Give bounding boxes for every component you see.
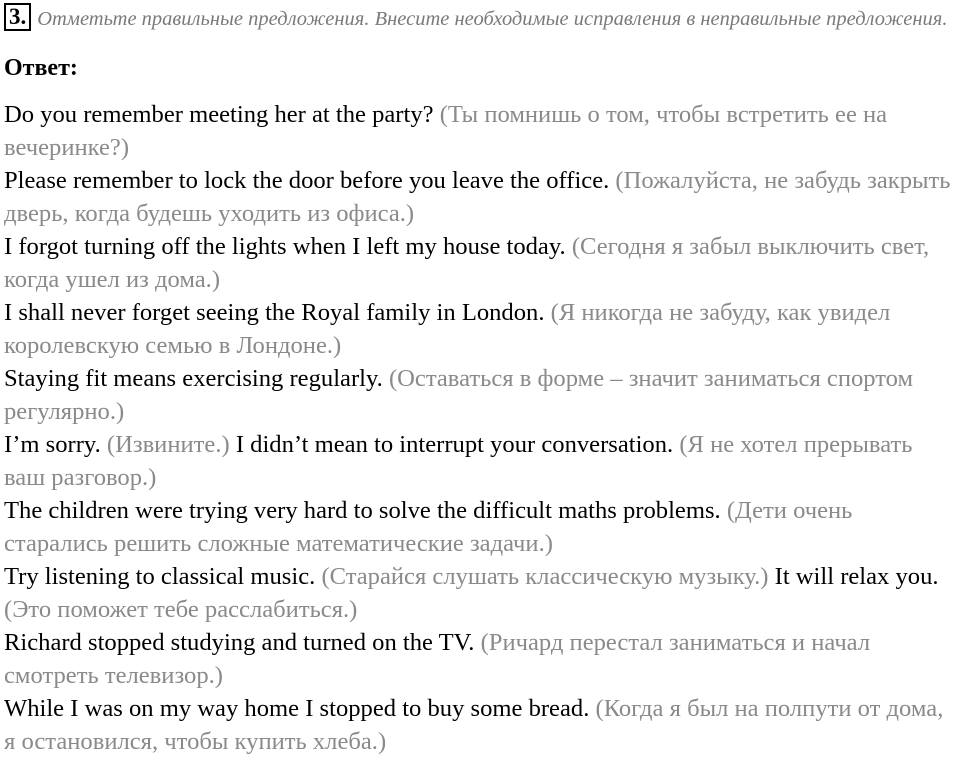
task-number-badge: 3. [4, 3, 31, 31]
english-sentence: I didn’t mean to interrupt your conversation. [235, 431, 680, 458]
english-sentence: Please remember to lock the door before you leave the office. [4, 167, 616, 194]
english-sentence: Do you remember meeting her at the party? [4, 101, 440, 128]
russian-translation: (Это поможет тебе расслабиться.) [4, 596, 358, 623]
task-header [4, 3, 956, 33]
sentence-item [4, 164, 956, 230]
russian-translation: (Оставаться в форме – значит заниматься спортом регулярно.) [4, 365, 914, 425]
russian-translation: (Старайся слушать классическую музыку.) [321, 563, 775, 590]
sentence-item [4, 560, 956, 626]
russian-translation: (Пожалуйста, не забудь закрыть дверь, когда будешь уходить из офиса.) [4, 167, 951, 227]
sentence-item [4, 296, 956, 362]
sentence-item [4, 626, 956, 692]
russian-translation: (Я не хотел прерывать ваш разговор.) [4, 431, 913, 491]
exercise-page [4, 3, 956, 758]
russian-translation: (Я никогда не забуду, как увидел королевскую семью в Лондоне.) [4, 299, 891, 359]
english-sentence: Staying fit means exercising regularly. [4, 365, 389, 392]
english-sentence: Richard stopped studying and turned on the TV. [4, 629, 481, 656]
english-sentence: I forgot turning off the lights when I left my house today. [4, 233, 572, 260]
russian-translation: (Ричард перестал заниматься и начал смотреть телевизор.) [4, 629, 871, 689]
sentence-item [4, 692, 956, 758]
sentence-item [4, 362, 956, 428]
russian-translation: (Когда я был на полпути от дома, я остановился, чтобы купить хлеба.) [4, 695, 944, 755]
russian-translation: (Ты помнишь о том, чтобы встретить ее на вечеринке?) [4, 101, 888, 161]
english-sentence: Try listening to classical music. [4, 563, 322, 590]
russian-translation: (Извините.) [106, 431, 236, 458]
sentence-list [4, 98, 956, 758]
sentence-item [4, 428, 956, 494]
sentence-item [4, 230, 956, 296]
sentence-item [4, 494, 956, 560]
english-sentence: The children were trying very hard to solve the difficult maths problems. [4, 497, 727, 524]
task-instruction: Отметьте правильные предложения. Внесите необходимые исправления в неправильные предложения. [37, 8, 948, 30]
russian-translation: (Сегодня я забыл выключить свет, когда ушел из дома.) [4, 233, 930, 293]
english-sentence: I shall never forget seeing the Royal family in London. [4, 299, 551, 326]
answer-label: Ответ: [4, 55, 78, 81]
english-sentence: I’m sorry. [4, 431, 107, 458]
english-sentence: It will relax you. [774, 563, 939, 590]
english-sentence: While I was on my way home I stopped to buy some bread. [4, 695, 596, 722]
sentence-item [4, 98, 956, 164]
russian-translation: (Дети очень старались решить сложные математические задачи.) [4, 497, 853, 557]
